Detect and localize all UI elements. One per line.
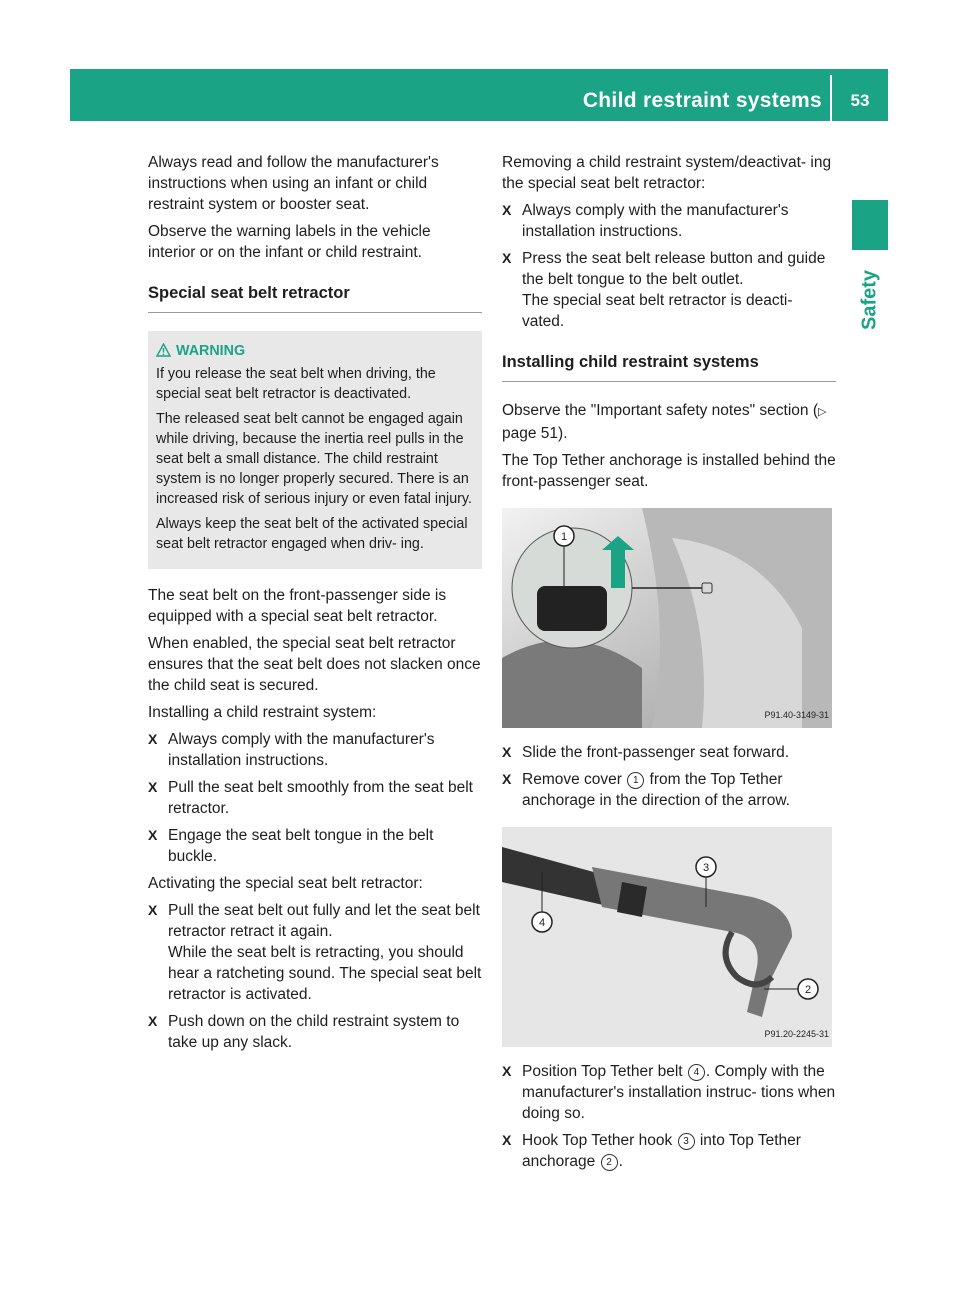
list-item: X Press the seat belt release button and guide the belt tongue to the belt outlet. The special seat belt retractor is deacti- vated. xyxy=(502,250,826,330)
step-note: The special seat belt retractor is deacti- vated. xyxy=(522,292,793,330)
warning-box xyxy=(148,331,482,569)
step-arrow-icon: X xyxy=(148,827,158,843)
warning-title xyxy=(156,341,474,361)
figure-callout: 2 xyxy=(804,984,812,996)
step-arrow-icon: X xyxy=(148,902,158,918)
top-tether-hook-figure xyxy=(502,827,832,1047)
tether-hook-illustration xyxy=(502,827,832,1047)
callout-number: 4 xyxy=(688,1064,705,1081)
step-arrow-icon: X xyxy=(502,771,512,787)
remove-label: Removing a child restraint system/deactivat- ing the special seat belt retractor: xyxy=(502,154,832,192)
list-item: X Engage the seat belt tongue in the belt buckle. xyxy=(148,827,434,865)
page-number: 53 xyxy=(850,91,870,110)
figure-callout: 4 xyxy=(538,917,546,929)
heading-installing-child-restraint: Installing child restraint systems xyxy=(502,352,836,382)
page-ref-arrow-icon: ▷ xyxy=(818,406,827,418)
warning-paragraph: If you release the seat belt when driving, the special seat belt retractor is deactivated. xyxy=(156,366,436,402)
list-item: X Slide the front-passenger seat forward. xyxy=(502,744,790,761)
warning-title-text: WARNING xyxy=(176,343,246,359)
warning-paragraph: The released seat belt cannot be engaged again while driving, because the inertia reel pulls in the seat belt a small distance. The child restraint system is no longer properly secured. There is an increased risk of serious injury or even fatal injury. xyxy=(156,411,472,507)
warning-triangle-icon xyxy=(156,343,171,357)
figure-callout: 1 xyxy=(560,531,568,543)
callout-number: 1 xyxy=(627,772,644,789)
top-tether-anchorage-figure xyxy=(502,508,832,728)
right-column xyxy=(502,152,836,1178)
callout-number: 3 xyxy=(678,1133,695,1150)
figure-code: P91.20-2245-31 xyxy=(764,1029,829,1039)
step-arrow-icon: X xyxy=(148,731,158,747)
list-item: X Push down on the child restraint system to take up any slack. xyxy=(148,1013,460,1051)
left-column xyxy=(148,152,482,1059)
step-arrow-icon: X xyxy=(148,779,158,795)
body-paragraph: When enabled, the special seat belt retractor ensures that the seat belt does not slacken once the child seat is secured. xyxy=(148,635,481,694)
list-item: X Position Top Tether belt 4 . Comply with the manufacturer's installation instruc- tions when doing so. xyxy=(502,1063,836,1122)
seat-anchorage-illustration xyxy=(502,508,832,728)
list-item: X Pull the seat belt smoothly from the seat belt retractor. xyxy=(148,779,473,817)
figure-callout: 3 xyxy=(702,862,710,874)
list-item: X Always comply with the manufacturer's installation instructions. xyxy=(148,731,435,769)
intro-paragraph: Observe the warning labels in the vehicle interior or on the infant or child restraint. xyxy=(148,223,431,261)
step-arrow-icon: X xyxy=(502,202,512,218)
step-arrow-icon: X xyxy=(502,744,512,760)
activate-label: Activating the special seat belt retractor: xyxy=(148,875,423,892)
step-note: While the seat belt is retracting, you should hear a ratcheting sound. The special seat belt retractor is activated. xyxy=(168,944,482,1003)
intro-paragraph: Always read and follow the manufacturer's instructions when using an infant or child restraint system or booster seat. xyxy=(148,154,439,213)
step-arrow-icon: X xyxy=(148,1013,158,1029)
page-reference[interactable]: page 51 xyxy=(502,425,559,442)
side-tab-label: Safety xyxy=(858,269,881,331)
install-label: Installing a child restraint system: xyxy=(148,704,377,721)
step-arrow-icon: X xyxy=(502,250,512,266)
body-paragraph: The seat belt on the front-passenger side is equipped with a special seat belt retractor. xyxy=(148,587,447,625)
heading-special-retractor: Special seat belt retractor xyxy=(148,283,482,313)
list-item: X Always comply with the manufacturer's installation instructions. xyxy=(502,202,789,240)
list-item: X Hook Top Tether hook 3 into Top Tether anchorage 2 . xyxy=(502,1132,801,1170)
step-arrow-icon: X xyxy=(502,1063,512,1079)
observe-paragraph: Observe the "Important safety notes" section (▷ page 51). xyxy=(502,402,827,442)
section-title: Child restraint systems xyxy=(582,89,822,112)
header-bar xyxy=(70,69,888,121)
figure-code: P91.40-3149-31 xyxy=(764,710,829,720)
list-item: X Pull the seat belt out fully and let the seat belt retractor retract it again. While the seat belt is retracting, you should hear a ratcheting sound. The special seat belt retractor is activated. xyxy=(148,902,482,1003)
callout-number: 2 xyxy=(601,1154,618,1171)
body-paragraph: The Top Tether anchorage is installed behind the front-passenger seat. xyxy=(502,452,836,490)
step-arrow-icon: X xyxy=(502,1132,512,1148)
warning-paragraph: Always keep the seat belt of the activated special seat belt retractor engaged when driv- ing. xyxy=(156,516,468,552)
list-item: X Remove cover 1 from the Top Tether anchorage in the direction of the arrow. xyxy=(502,771,790,809)
side-tab xyxy=(852,200,888,250)
